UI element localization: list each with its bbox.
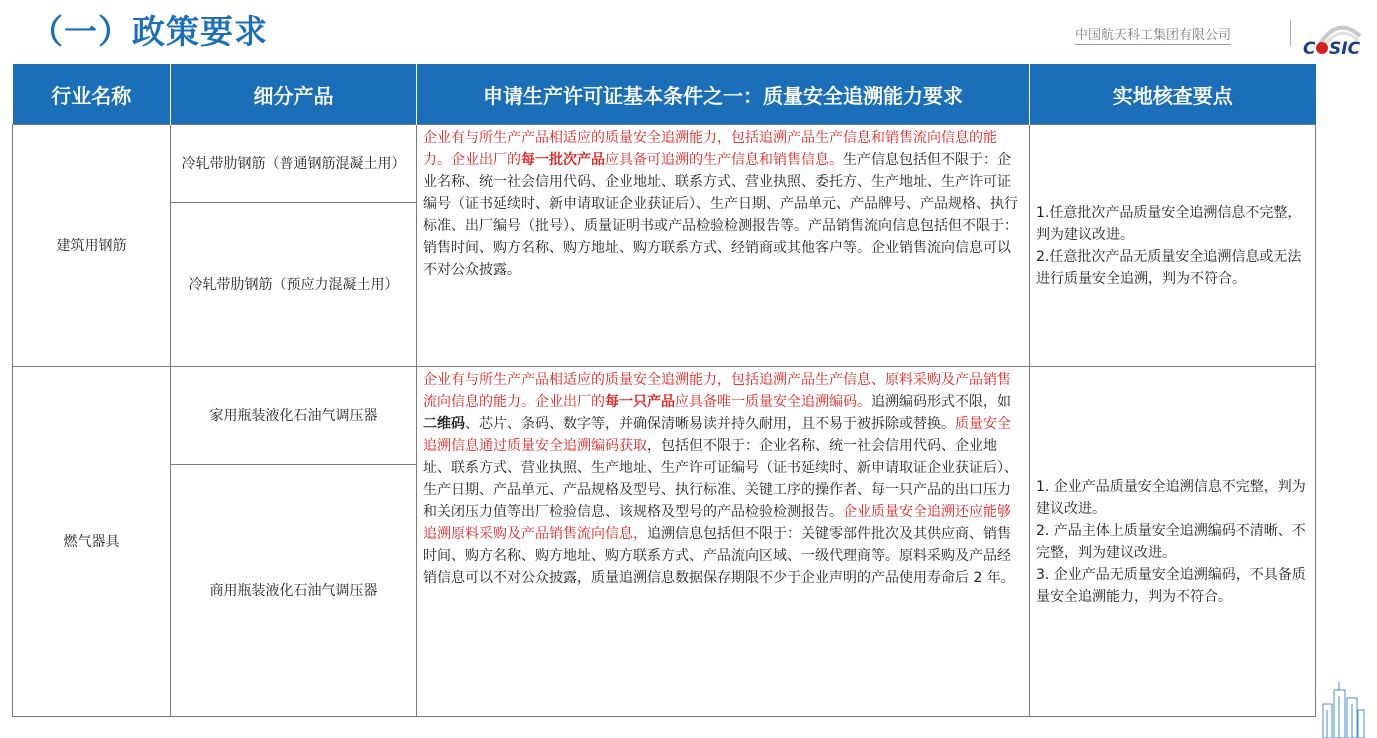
svg-text:C: C: [1303, 39, 1316, 59]
header-check: 实地核查要点: [1030, 64, 1316, 125]
requirement-red-text: 质量安全追溯信息通过质量安全追溯编码获取: [423, 416, 1011, 454]
product-cell: 冷轧带肋钢筋（普通钢筋混凝土用）: [171, 125, 417, 203]
product-cell: 家用瓶装液化石油气调压器: [171, 367, 417, 465]
policy-table: [12, 64, 1316, 717]
requirement-bold-text: 二维码: [423, 416, 465, 432]
check-text: 1. 企业产品质量安全追溯信息不完整，判为建议改进。 2. 产品主体上质量安全追溯编码不清晰、不完整，判为建议改进。 3. 企业产品无质量安全追溯编码，不具备质量安全追溯能力，判为不符合。: [1036, 478, 1306, 605]
building-icon: [1319, 682, 1365, 738]
industry-cell: 建筑用钢筋: [13, 125, 171, 367]
check-cell: [1030, 125, 1316, 367]
requirement-red-text: 应具备可追溯的生产信息和销售信息。: [605, 152, 843, 168]
header-product: 细分产品: [171, 64, 417, 125]
requirement-text: 追溯编码形式不限，如: [871, 394, 1011, 410]
requirement-cell: [417, 367, 1030, 717]
requirement-cell: [417, 125, 1030, 367]
header-requirement: 申请生产许可证基本条件之一：质量安全追溯能力要求: [417, 64, 1030, 125]
requirement-red-text: 企业质量安全追溯还应能够追溯原料采购及产品销售流向信息，: [423, 504, 1011, 542]
industry-cell: 燃气器具: [13, 367, 171, 717]
requirement-red-text: 企业有与所生产产品相适应的质量安全追溯能力，包括追溯产品生产信息、原料采购及产品销售流向信息的能力。企业出厂的: [423, 372, 1011, 410]
casic-logo-icon: [1300, 14, 1376, 60]
requirement-bold-text: 每一只产品: [605, 394, 675, 410]
table-row: [13, 367, 1316, 465]
table-row: [13, 125, 1316, 203]
requirement-text: ，包括但不限于：企业名称、统一社会信用代码、企业地址、联系方式、营业执照、生产地址、生产许可证编号（证书延续时、新申请取证企业获证后）、生产日期、产品单元、产品规格及型号、执行标准、关键工序的操作者、每一只产品的出口压力和关闭压力值等出厂检验信息、该规格及型号的产品检验检测报告。: [423, 438, 1018, 520]
check-text: 1.任意批次产品质量安全追溯信息不完整，判为建议改进。 2.任意批次产品无质量安全追溯信息或无法进行质量安全追溯，判为不符合。: [1036, 204, 1302, 287]
product-cell: 商用瓶装液化石油气调压器: [171, 465, 417, 717]
product-cell: 冷轧带肋钢筋（预应力混凝土用）: [171, 203, 417, 367]
company-name: 中国航天科工集团有限公司: [1075, 24, 1231, 45]
svg-text:SIC: SIC: [1329, 39, 1361, 59]
requirement-red-text: 应具备唯一质量安全追溯编码。: [675, 394, 871, 410]
header-industry: 行业名称: [13, 64, 171, 125]
requirement-text: 生产信息包括但不限于：企业名称、统一社会信用代码、企业地址、联系方式、营业执照、委托方、生产地址、生产许可证编号（证书延续时、新申请取证企业获证后）、生产日期、产品单元、产品牌号、产品规格、执行标准、出厂编号（批号）、质量证明书或产品检验检测报告等。产品销售流向信息包括但不限于：销售时间、购方名称、购方地址、购方联系方式、经销商或其他客户等。企业销售流向信息可以不对公众披露。: [423, 152, 1018, 278]
requirement-red-text: 企业有与所生产产品相适应的质量安全追溯能力，包括追溯产品生产信息和销售流向信息的能力。企业出厂的: [423, 130, 997, 168]
requirement-bold-text: 每一批次产品: [521, 152, 605, 168]
table-header-row: [13, 64, 1316, 125]
header-divider: [1290, 20, 1291, 46]
requirement-text: 、芯片、条码、数字等，并确保清晰易读并持久耐用，且不易于被拆除或替换。: [465, 416, 955, 432]
page-title: （一）政策要求: [30, 12, 268, 51]
check-cell: [1030, 367, 1316, 717]
requirement-text: 追溯信息包括但不限于：关键零部件批次及其供应商、销售时间、购方名称、购方地址、购方联系方式、产品流向区域、一级代理商等。原料采购及产品经销信息可以不对公众披露，质量追溯信息数据保存期限不少于企业声明的产品使用寿命后 2 年。: [423, 526, 1015, 586]
